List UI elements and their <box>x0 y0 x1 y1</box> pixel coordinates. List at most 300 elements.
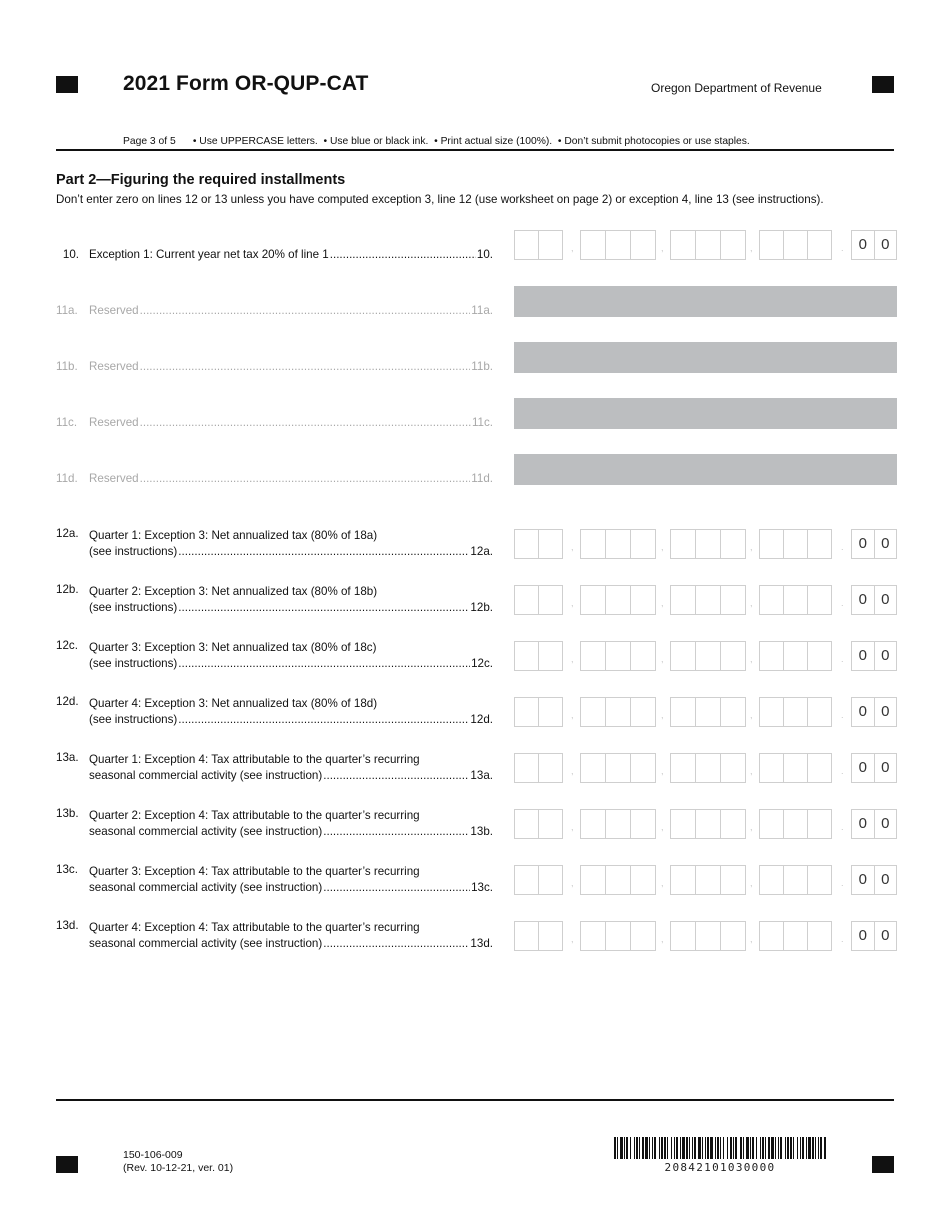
amount-field-12b[interactable] <box>514 585 897 615</box>
barcode-bar <box>630 1137 631 1159</box>
digit-cell[interactable] <box>671 698 696 726</box>
form-revision: (Rev. 10-12-21, ver. 01) <box>123 1162 234 1174</box>
barcode-bar <box>715 1137 716 1159</box>
cents-digit: 0 <box>852 231 875 259</box>
barcode-bar <box>793 1137 794 1159</box>
digit-cell[interactable] <box>606 586 631 614</box>
digit-cell[interactable] <box>515 922 539 950</box>
digit-group[interactable] <box>514 529 563 559</box>
line-text-cont: seasonal commercial activity (see instruction) <box>89 881 323 894</box>
cents-digit: 0 <box>852 698 875 726</box>
barcode-bar <box>652 1137 653 1159</box>
digit-cell[interactable] <box>784 231 808 259</box>
digit-cell[interactable] <box>606 922 631 950</box>
barcode-bar <box>752 1137 754 1159</box>
part2-title: Part 2—Figuring the required installments <box>56 172 346 188</box>
line-ref: 11d. <box>471 472 493 485</box>
digit-group[interactable] <box>580 230 656 260</box>
thousands-separator: , <box>571 542 574 552</box>
barcode-bar <box>626 1137 628 1159</box>
digit-group[interactable] <box>670 697 746 727</box>
line-ref: 11b. <box>471 360 493 373</box>
barcode-bar <box>720 1137 721 1159</box>
barcode-bar <box>808 1137 811 1159</box>
barcode-bar <box>639 1137 640 1159</box>
barcode-bar <box>778 1137 779 1159</box>
line-label <box>89 769 493 782</box>
digit-group[interactable] <box>514 641 563 671</box>
line-text-cont: (see instructions) <box>89 601 178 614</box>
digit-cell[interactable] <box>581 922 606 950</box>
line-ref: 12d. <box>470 713 493 726</box>
thousands-separator: , <box>750 243 753 253</box>
barcode-bar <box>740 1137 742 1159</box>
line-label <box>89 360 493 373</box>
digit-group[interactable] <box>759 585 832 615</box>
digit-cell[interactable] <box>606 642 631 670</box>
digit-cell[interactable] <box>784 530 808 558</box>
digit-cell[interactable] <box>808 754 831 782</box>
amount-field-13a[interactable] <box>514 753 897 783</box>
barcode-bar <box>787 1137 789 1159</box>
digit-cell[interactable] <box>581 698 606 726</box>
thousands-separator: , <box>661 243 664 253</box>
cents-digit: 0 <box>881 927 890 944</box>
thousands-separator: , <box>750 878 753 888</box>
line-number: 12a. <box>56 527 79 540</box>
barcode-bar <box>617 1137 618 1159</box>
line-ref: 11a. <box>471 304 493 317</box>
digit-cell[interactable] <box>696 642 721 670</box>
digit-cell[interactable] <box>606 754 631 782</box>
cents-digit: 0 <box>881 871 890 888</box>
digit-cell[interactable] <box>760 754 784 782</box>
digit-cell[interactable] <box>581 231 606 259</box>
line-number: 11b. <box>56 360 78 373</box>
thousands-separator: , <box>661 654 664 664</box>
digit-cell[interactable] <box>581 810 606 838</box>
line-text: Reserved <box>89 416 139 429</box>
registration-mark-top-right <box>872 76 894 93</box>
digit-group[interactable] <box>759 230 832 260</box>
line-ref: 13a. <box>470 769 493 782</box>
form-number-block <box>123 1149 233 1175</box>
thousands-separator: , <box>750 822 753 832</box>
decimal-point: . <box>841 934 844 944</box>
thousands-separator: , <box>571 598 574 608</box>
digit-cell[interactable] <box>760 642 784 670</box>
line-text: Quarter 2: Exception 4: Tax attributable to the quarter’s recurring <box>89 809 420 822</box>
digit-group[interactable] <box>759 641 832 671</box>
digit-cell[interactable] <box>671 922 696 950</box>
barcode-bar <box>614 1137 616 1159</box>
barcode-bar <box>743 1137 744 1159</box>
line-ref: 11c. <box>471 416 493 429</box>
digit-cell[interactable] <box>671 810 696 838</box>
thousands-separator: , <box>661 878 664 888</box>
thousands-separator: , <box>750 542 753 552</box>
barcode-bar <box>762 1137 764 1159</box>
cents-digit: 0 <box>881 236 890 253</box>
barcode-bar <box>785 1137 786 1159</box>
digit-cell[interactable] <box>760 810 784 838</box>
line-label <box>89 937 493 950</box>
line-text-cont: (see instructions) <box>89 657 178 670</box>
digit-cell[interactable] <box>784 754 808 782</box>
line-label <box>89 416 493 429</box>
digit-cell[interactable] <box>606 530 631 558</box>
thousands-separator: , <box>661 934 664 944</box>
digit-cell[interactable] <box>539 586 562 614</box>
barcode-bar <box>818 1137 819 1159</box>
decimal-point: . <box>841 243 844 253</box>
digit-cell[interactable] <box>721 810 745 838</box>
digit-cell[interactable] <box>539 642 562 670</box>
digit-cell[interactable] <box>671 642 696 670</box>
digit-group[interactable] <box>580 865 656 895</box>
line-text-cont: (see instructions) <box>89 713 178 726</box>
amount-field-12c[interactable] <box>514 641 897 671</box>
digit-cell[interactable] <box>631 922 655 950</box>
line-label <box>89 825 493 838</box>
line-text: Quarter 1: Exception 3: Net annualized tax (80% of 18a) <box>89 529 378 542</box>
barcode-bar <box>775 1137 776 1159</box>
digit-cell[interactable] <box>539 922 562 950</box>
digit-cell[interactable] <box>784 866 808 894</box>
digit-group[interactable] <box>759 921 832 951</box>
digit-group[interactable] <box>580 753 656 783</box>
digit-cell[interactable] <box>808 642 831 670</box>
thousands-separator: , <box>661 710 664 720</box>
digit-cell[interactable] <box>721 754 745 782</box>
barcode-bar <box>735 1137 737 1159</box>
digit-cell[interactable] <box>631 530 655 558</box>
barcode-bar <box>790 1137 792 1159</box>
barcode-bar <box>659 1137 660 1159</box>
digit-cell[interactable] <box>606 698 631 726</box>
cents-box <box>851 585 897 615</box>
line-number: 13d. <box>56 919 79 932</box>
digit-group[interactable] <box>670 585 746 615</box>
line-text-cont: seasonal commercial activity (see instruction) <box>89 825 323 838</box>
amount-field-13c[interactable] <box>514 865 897 895</box>
thousands-separator: , <box>571 243 574 253</box>
thousands-separator: , <box>571 822 574 832</box>
digit-cell[interactable] <box>515 586 539 614</box>
digit-cell[interactable] <box>581 586 606 614</box>
decimal-point: . <box>841 766 844 776</box>
thousands-separator: , <box>750 766 753 776</box>
barcode-bar <box>676 1137 678 1159</box>
digit-cell[interactable] <box>784 698 808 726</box>
cents-digit: 0 <box>852 810 875 838</box>
digit-cell[interactable] <box>760 698 784 726</box>
digit-group[interactable] <box>670 753 746 783</box>
digit-cell[interactable] <box>631 231 655 259</box>
line-text: Quarter 4: Exception 4: Tax attributable to the quarter’s recurring <box>89 921 420 934</box>
line-ref: 13b. <box>470 825 493 838</box>
digit-cell[interactable] <box>696 530 721 558</box>
barcode-bar <box>702 1137 703 1159</box>
digit-group[interactable] <box>514 230 563 260</box>
digit-cell[interactable] <box>671 754 696 782</box>
form-title: 2021 Form OR-QUP-CAT <box>123 72 369 95</box>
digit-cell[interactable] <box>606 810 631 838</box>
digit-cell[interactable] <box>631 810 655 838</box>
digit-cell[interactable] <box>760 231 784 259</box>
thousands-separator: , <box>571 654 574 664</box>
cents-box <box>851 230 897 260</box>
barcode-bar <box>686 1137 688 1159</box>
digit-cell[interactable] <box>808 922 831 950</box>
digit-cell[interactable] <box>721 231 745 259</box>
digit-cell[interactable] <box>581 866 606 894</box>
digit-cell[interactable] <box>515 866 539 894</box>
thousands-separator: , <box>661 598 664 608</box>
digit-group[interactable] <box>514 697 563 727</box>
digit-cell[interactable] <box>539 866 562 894</box>
digit-cell[interactable] <box>696 586 721 614</box>
line-text: Quarter 4: Exception 3: Net annualized tax (80% of 18d) <box>89 697 378 710</box>
digit-cell[interactable] <box>808 231 831 259</box>
digit-group[interactable] <box>670 230 746 260</box>
reserved-field-11c <box>514 398 897 429</box>
digit-cell[interactable] <box>515 530 539 558</box>
thousands-separator: , <box>750 934 753 944</box>
header-rule <box>56 149 894 151</box>
line-number: 13c. <box>56 863 78 876</box>
digit-cell[interactable] <box>808 530 831 558</box>
digit-cell[interactable] <box>671 866 696 894</box>
thousands-separator: , <box>571 766 574 776</box>
digit-cell[interactable] <box>721 922 745 950</box>
barcode-bar <box>824 1137 826 1159</box>
digit-cell[interactable] <box>539 698 562 726</box>
digit-cell[interactable] <box>515 231 539 259</box>
line-text: Quarter 3: Exception 3: Net annualized tax (80% of 18c) <box>89 641 377 654</box>
decimal-point: . <box>841 710 844 720</box>
cents-digit: 0 <box>852 586 875 614</box>
digit-cell[interactable] <box>696 810 721 838</box>
barcode-bar <box>645 1137 648 1159</box>
decimal-point: . <box>841 598 844 608</box>
cents-digit: 0 <box>852 642 875 670</box>
barcode-bar <box>707 1137 709 1159</box>
digit-cell[interactable] <box>721 530 745 558</box>
amount-field-10[interactable] <box>514 230 897 260</box>
digit-group[interactable] <box>670 865 746 895</box>
cents-digit: 0 <box>881 647 890 664</box>
digit-cell[interactable] <box>581 754 606 782</box>
digit-cell[interactable] <box>539 530 562 558</box>
decimal-point: . <box>841 542 844 552</box>
digit-cell[interactable] <box>696 698 721 726</box>
digit-cell[interactable] <box>808 586 831 614</box>
line-ref: 13d. <box>470 937 493 950</box>
digit-cell[interactable] <box>696 754 721 782</box>
digit-group[interactable] <box>514 585 563 615</box>
digit-cell[interactable] <box>631 698 655 726</box>
digit-group[interactable] <box>514 809 563 839</box>
barcode-bar <box>636 1137 638 1159</box>
decimal-point: . <box>841 878 844 888</box>
line-label <box>89 657 493 670</box>
barcode-bar <box>694 1137 696 1159</box>
thousands-separator: , <box>571 878 574 888</box>
line-text-cont: seasonal commercial activity (see instruction) <box>89 769 323 782</box>
digit-group[interactable] <box>670 809 746 839</box>
digit-cell[interactable] <box>581 642 606 670</box>
digit-cell[interactable] <box>606 866 631 894</box>
digit-cell[interactable] <box>696 922 721 950</box>
digit-cell[interactable] <box>631 754 655 782</box>
line-number: 13a. <box>56 751 79 764</box>
digit-group[interactable] <box>759 865 832 895</box>
cents-digit: 0 <box>852 866 875 894</box>
barcode-bar <box>771 1137 774 1159</box>
amount-field-13b[interactable] <box>514 809 897 839</box>
decimal-point: . <box>841 654 844 664</box>
digit-group[interactable] <box>670 529 746 559</box>
barcode-bar <box>661 1137 663 1159</box>
digit-cell[interactable] <box>671 231 696 259</box>
digit-cell[interactable] <box>581 530 606 558</box>
digit-group[interactable] <box>759 529 832 559</box>
barcode-bar <box>750 1137 751 1159</box>
barcode-bar <box>692 1137 693 1159</box>
digit-cell[interactable] <box>784 642 808 670</box>
digit-cell[interactable] <box>721 586 745 614</box>
digit-cell[interactable] <box>808 866 831 894</box>
line-label <box>89 601 493 614</box>
footer-rule <box>56 1099 894 1101</box>
digit-cell[interactable] <box>808 698 831 726</box>
line-label <box>89 304 493 317</box>
digit-cell[interactable] <box>760 586 784 614</box>
barcode-bar <box>698 1137 701 1159</box>
thousands-separator: , <box>750 710 753 720</box>
digit-cell[interactable] <box>721 698 745 726</box>
digit-group[interactable] <box>580 809 656 839</box>
amount-field-13d[interactable] <box>514 921 897 951</box>
digit-cell[interactable] <box>631 866 655 894</box>
digit-cell[interactable] <box>808 810 831 838</box>
cents-digit: 0 <box>852 754 875 782</box>
cents-digit: 0 <box>852 922 875 950</box>
digit-cell[interactable] <box>671 530 696 558</box>
barcode-bar <box>624 1137 625 1159</box>
digit-cell[interactable] <box>631 642 655 670</box>
barcode-bar <box>780 1137 782 1159</box>
registration-mark-bottom-left <box>56 1156 78 1173</box>
line-ref: 13c. <box>471 881 493 894</box>
thousands-separator: , <box>571 710 574 720</box>
digit-group[interactable] <box>514 865 563 895</box>
digit-cell[interactable] <box>760 866 784 894</box>
part2-note: Don’t enter zero on lines 12 or 13 unless you have computed exception 3, line 12 (use worksheet on page 2) or exception 4, line 13 (see instructions). <box>56 193 824 206</box>
cents-box <box>851 921 897 951</box>
digit-cell[interactable] <box>760 530 784 558</box>
digit-group[interactable] <box>759 809 832 839</box>
barcode-bar <box>654 1137 656 1159</box>
line-text: Quarter 3: Exception 4: Tax attributable to the quarter’s recurring <box>89 865 420 878</box>
digit-group[interactable] <box>514 921 563 951</box>
barcode-bar <box>733 1137 734 1159</box>
digit-group[interactable] <box>759 753 832 783</box>
barcode-bar <box>768 1137 770 1159</box>
digit-cell[interactable] <box>784 922 808 950</box>
digit-cell[interactable] <box>721 866 745 894</box>
form-number: 150-106-009 <box>123 1149 183 1161</box>
barcode-bar <box>649 1137 650 1159</box>
barcode-bar <box>671 1137 672 1159</box>
barcode-bar <box>667 1137 668 1159</box>
barcode-bar <box>620 1137 623 1159</box>
digit-cell[interactable] <box>539 231 562 259</box>
barcode-bar <box>705 1137 706 1159</box>
digit-cell[interactable] <box>784 810 808 838</box>
digit-cell[interactable] <box>515 754 539 782</box>
digit-cell[interactable] <box>515 810 539 838</box>
digit-cell[interactable] <box>631 586 655 614</box>
digit-cell[interactable] <box>784 586 808 614</box>
line-text-cont: (see instructions) <box>89 545 178 558</box>
cents-box <box>851 697 897 727</box>
digit-cell[interactable] <box>515 698 539 726</box>
digit-group[interactable] <box>670 641 746 671</box>
cents-digit: 0 <box>881 703 890 720</box>
registration-mark-bottom-right <box>872 1156 894 1173</box>
reserved-field-11d <box>514 454 897 485</box>
digit-cell[interactable] <box>539 754 562 782</box>
digit-cell[interactable] <box>606 231 631 259</box>
barcode-bar <box>674 1137 675 1159</box>
digit-group[interactable] <box>580 641 656 671</box>
digit-cell[interactable] <box>760 922 784 950</box>
digit-cell[interactable] <box>696 866 721 894</box>
registration-mark-top-left <box>56 76 78 93</box>
digit-cell[interactable] <box>696 231 721 259</box>
barcode-bar <box>760 1137 761 1159</box>
page-instructions: Page 3 of 5 • Use UPPERCASE letters. • Use blue or black ink. • Print actual size (100%). • Don’t submit photocopies or use staples. <box>123 136 750 147</box>
line-text: Reserved <box>89 472 139 485</box>
line-label <box>89 713 493 726</box>
line-text-cont: seasonal commercial activity (see instruction) <box>89 937 323 950</box>
digit-cell[interactable] <box>539 810 562 838</box>
line-number: 12d. <box>56 695 79 708</box>
digit-cell[interactable] <box>515 642 539 670</box>
barcode-bar <box>797 1137 798 1159</box>
line-number: 11c. <box>56 416 78 429</box>
barcode-bar <box>812 1137 814 1159</box>
digit-group[interactable] <box>759 697 832 727</box>
digit-cell[interactable] <box>721 642 745 670</box>
digit-group[interactable] <box>580 529 656 559</box>
line-number: 11d. <box>56 472 78 485</box>
line-number: 10. <box>62 248 79 261</box>
digit-group[interactable] <box>514 753 563 783</box>
amount-field-12d[interactable] <box>514 697 897 727</box>
digit-group[interactable] <box>670 921 746 951</box>
digit-cell[interactable] <box>671 586 696 614</box>
digit-group[interactable] <box>580 585 656 615</box>
barcode-bar <box>664 1137 666 1159</box>
digit-group[interactable] <box>580 697 656 727</box>
amount-field-12a[interactable] <box>514 529 897 559</box>
digit-group[interactable] <box>580 921 656 951</box>
line-number: 12b. <box>56 583 79 596</box>
line-label <box>89 248 493 261</box>
